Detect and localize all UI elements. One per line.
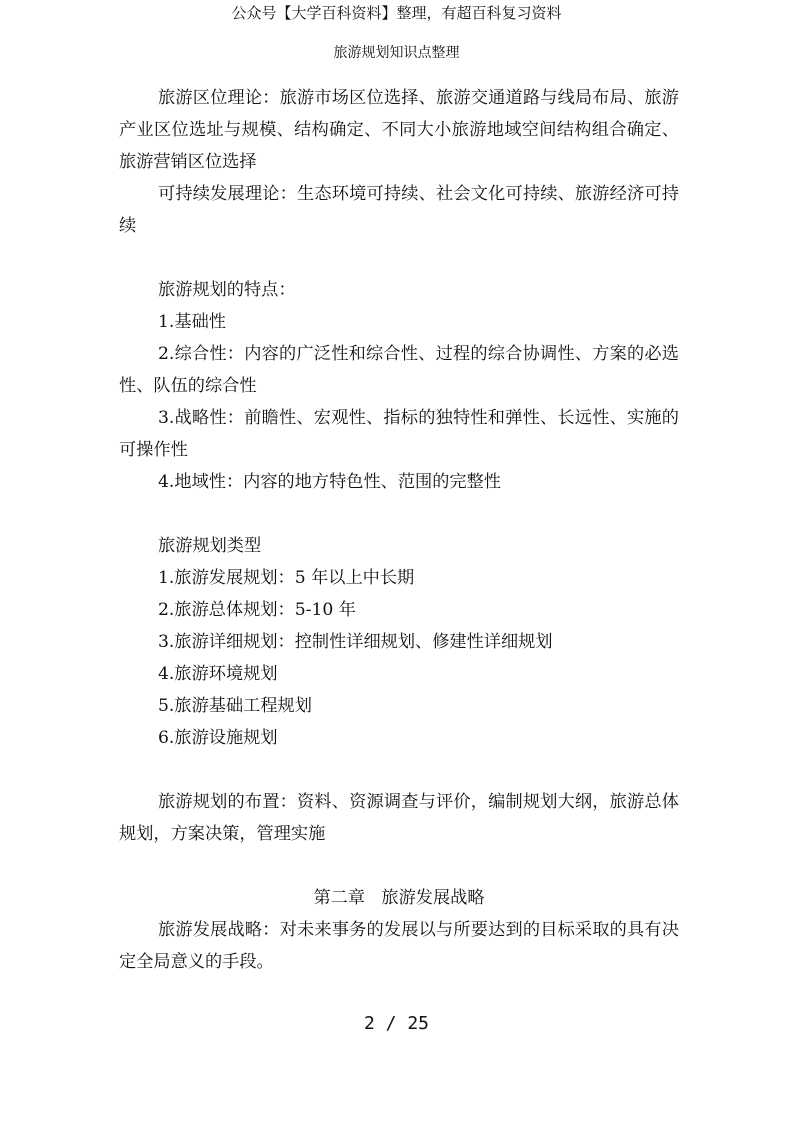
paragraph-sustainability-theory: 可持续发展理论：生态环境可持续、社会文化可持续、旅游经济可持续 <box>119 184 679 236</box>
feature-item: 3.战略性：前瞻性、宏观性、指标的独特性和弹性、长远性、实施的可操作性 <box>119 408 679 460</box>
paragraph-location-theory: 旅游区位理论：旅游市场区位选择、旅游交通道路与线局布局、旅游产业区位选址与规模、结构确定、不同大小旅游地域空间结构组合确定、旅游营销区位选择 <box>119 88 679 172</box>
spacer <box>119 754 679 786</box>
type-item: 6.旅游设施规划 <box>158 728 278 748</box>
paragraph-strategy-definition: 旅游发展战略：对未来事务的发展以与所要达到的目标采取的具有决定全局意义的手段。 <box>119 920 679 972</box>
type-item: 3.旅游详细规划：控制性详细规划、修建性详细规划 <box>158 632 553 652</box>
type-item: 4.旅游环境规划 <box>158 664 278 684</box>
spacer <box>119 242 679 274</box>
page-content <box>119 82 679 978</box>
type-item: 5.旅游基础工程规划 <box>158 696 312 716</box>
section-heading-types: 旅游规划类型 <box>158 536 262 556</box>
feature-item: 2.综合性：内容的广泛性和综合性、过程的综合协调性、方案的必选性、队伍的综合性 <box>119 344 679 396</box>
page-number: 2 / 25 <box>363 1013 430 1034</box>
header-watermark: 公众号【大学百科资料】整理，有超百科复习资料 <box>231 4 562 22</box>
chapter-title: 第二章 旅游发展战略 <box>313 888 485 908</box>
document-title: 旅游规划知识点整理 <box>333 45 460 61</box>
feature-item: 4.地域性：内容的地方特色性、范围的完整性 <box>158 472 501 492</box>
section-heading-features: 旅游规划的特点： <box>158 280 296 300</box>
type-item: 1.旅游发展规划：5 年以上中长期 <box>158 568 415 588</box>
type-item: 2.旅游总体规划：5-10 年 <box>158 600 356 620</box>
spacer <box>119 850 679 882</box>
paragraph-planning-layout: 旅游规划的布置：资料、资源调查与评价，编制规划大纲，旅游总体规划，方案决策，管理实施 <box>119 792 679 844</box>
spacer <box>119 498 679 530</box>
feature-item: 1.基础性 <box>158 312 226 332</box>
